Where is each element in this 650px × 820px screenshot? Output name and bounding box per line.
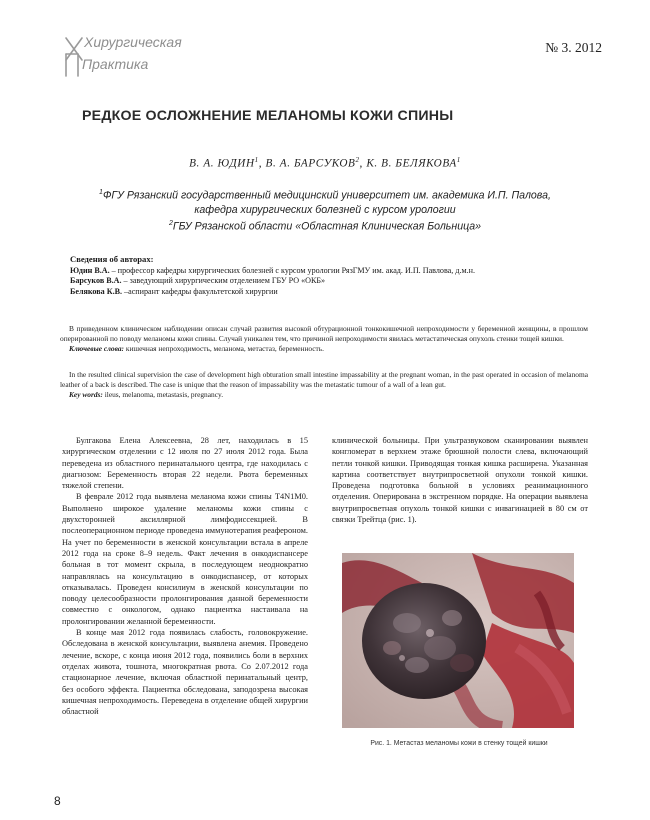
journal-name-line2: Практика xyxy=(82,56,149,72)
body-column-left xyxy=(62,435,308,717)
body-paragraph: В феврале 2012 года выявлена меланома кожи спины T4N1M0. Выполнено широкое удаление меланомы кожи спины с двухсторонней аксиллярной лимфодиссекцией. В послеоперационном периоде проведена иммунотерапия реафероном. На учет по беременности в женской консультации встала в апреле 2012 года на сроке 8–9 недель. Факт лечения в онкодиспансере больная в тот момент скрыла, в последующем неоднократно направлялась на консультацию в онкодиспансер, от которых отказывалась. Проведен консилиум в женской консультации по поводу целесообразности пролонгирования данной беременности совместно с онкологом, однако пациентка настаивала на пролонгировании желанной беременности. xyxy=(62,492,308,626)
author-list: В. А. ЮДИН$^1$, В. А. БАРСУКОВ$^2$, К. В. БЕЛЯКОВА$^1$ xyxy=(189,156,461,170)
author-name: В. А. БАРСУКОВ xyxy=(265,157,356,170)
abstract-ru-text: В приведенном клиническом наблюдении описан случай развития высокой обтурационной тонкокишечной непроходимости у беременной женщины, в прошлом оперированной по поводу меланомы кожи спины. Случай уникален тем, что причиной непроходимости явилась метастатическая опухоль стенки тощей кишки. xyxy=(60,324,588,344)
authors-info xyxy=(70,254,590,297)
page-number: 8 xyxy=(54,794,61,808)
abstract-ru xyxy=(60,324,588,354)
body-paragraph: клинической больницы. При ультразвуковом сканировании выявлен конгломерат в верхнем этаже брюшной полости слева, включающий петли тонкой кишки. Приводящая тонкая кишка расширена. Указанная картина соответствует внутрипросветной опухоли тонкой кишки. Проведена подготовка больной в условиях реанимационного отделения. Оперирована в экстренном порядке. На операции выявлена внутрипросветная опухоль тонкой кишки с инвагинацией в 80 см от связки Трейтца (рис. 1). xyxy=(332,436,588,525)
keywords-ru: Ключевые слова: кишечная непроходимость, меланома, метастаз, беременность. xyxy=(69,344,325,354)
figure-photo xyxy=(342,553,574,728)
body-column-right xyxy=(332,435,588,525)
journal-name-line1: Хирургическая xyxy=(84,34,182,50)
author-affil-mark: 2 xyxy=(355,156,360,164)
author-affil-mark: 1 xyxy=(456,156,461,164)
affiliation-line: кафедра хирургических болезней с курсом урологии xyxy=(194,203,456,216)
keywords-en: Key words: ileus, melanoma, metastasis, pregnancy. xyxy=(69,390,224,400)
affiliation-line: ФГУ Рязанский государственный медицинский университет им. академика И.П. Палова, xyxy=(102,189,551,202)
author-name: К. В. БЕЛЯКОВА xyxy=(366,157,457,170)
author-info-row: Барсуков В.А. – заведующий хирургическим отделением ГБУ РО «ОКБ» xyxy=(70,276,326,286)
body-paragraph: Булгакова Елена Алексеевна, 28 лет, находилась в 15 хирургическом отделении с 12 июля по 27 июля 2012 года. Была переведена из областного перинатального центра, где находилась с диагнозом: Беременность вторая 22 недели. Рвота беременных тяжелой степени. xyxy=(62,436,308,491)
author-name: В. А. ЮДИН xyxy=(189,157,255,170)
abstract-en-text: In the resulted clinical supervision the case of development high obturation small intestine impassability at the pregnant woman, in the past operated in occasion of melanoma leather of a back is described. The case is unique that the reason of impassability was the metastatic tumour of a wall of a lean gut. xyxy=(60,370,588,390)
author-info-row: Юдин В.А. – профессор кафедры хирургических болезней с курсом урологии РязГМУ им. акад. И.П. Павлова, д.м.н. xyxy=(70,265,475,275)
issue-number: № 3. 2012 xyxy=(545,40,602,55)
author-info-row: Белякова К.В. –аспирант кафедры факультетской хирургии xyxy=(70,286,278,296)
abstract-en xyxy=(60,370,588,400)
affiliations: $^1$ФГУ Рязанский государственный медицинский университет им. академика И.П. Палова, кафедра хирургических болезней с курсом урологии $^2$ГБУ Рязанской области «Областная Клиническая Больница» xyxy=(99,189,551,233)
figure-caption: Рис. 1. Метастаз меланомы кожи в стенку тощей кишки xyxy=(370,740,548,747)
journal-logo xyxy=(58,32,198,80)
author-affil-mark: 1 xyxy=(254,156,259,164)
body-paragraph: В конце мая 2012 года появилась слабость, головокружение. Обследована в женской консультации, выявлена анемия. Проведено лечение, вскоре, с конца июня 2012 года, появились боли в верхних отделах живота, тошнота, многократная рвота. Со 2.07.2012 года стационарное лечение, включая областной перинатальный центр, без особого эффекта. Пациентка обследована, заподозрена высокая кишечная непроходимость. Переведена в отделение общей хирургии областной xyxy=(62,628,308,717)
authors-info-header: Сведения об авторах: xyxy=(70,254,154,264)
article-title: РЕДКОЕ ОСЛОЖНЕНИЕ МЕЛАНОМЫ КОЖИ СПИНЫ xyxy=(82,108,454,124)
affiliation-line: ГБУ Рязанской области «Областная Клиническая Больница» xyxy=(172,220,482,233)
